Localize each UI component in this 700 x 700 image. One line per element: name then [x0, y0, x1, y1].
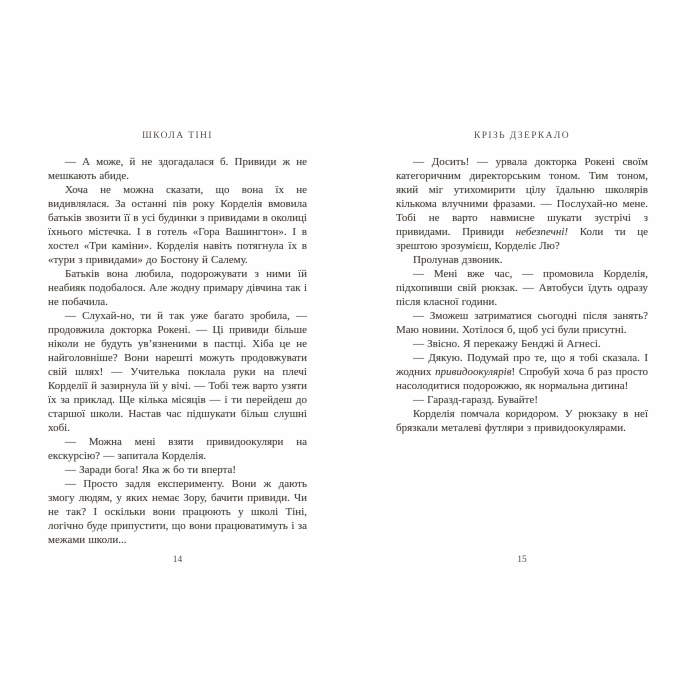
paragraph	[48, 183, 307, 267]
text-segment: — Заради бога! Яка ж бо ти вперта!	[65, 464, 237, 476]
paragraph	[396, 253, 648, 267]
left-page	[48, 131, 307, 547]
text-segment: Корделія помчала коридором. У рюкзаку в неї брязкали металеві футляри з привидоокулярами.	[396, 408, 648, 434]
text-segment: Коли ти це зрештою зрозумієш, Корделіє Лю?	[396, 226, 648, 252]
text-segment: Пролунав дзвоник.	[413, 254, 503, 266]
left-running-header: ШКОЛА ТІНІ	[142, 131, 213, 141]
text-segment: — Мені вже час, — промовила Корделія, підхопивши свій рюкзак. — Автобуси їдуть одразу після класної години.	[396, 268, 648, 308]
italic-text-segment: привидоокулярів	[435, 366, 512, 378]
paragraph	[396, 155, 648, 253]
paragraph	[396, 337, 648, 351]
paragraph	[396, 393, 648, 407]
text-segment: — А може, й не здогадалася б. Привиди ж не мешкають абиде.	[48, 156, 307, 182]
text-segment: — Дякую. Подумай про те, що я тобі сказала. І жодних	[396, 352, 648, 378]
text-segment: Батьків вона любила, подорожувати з ними їй неабияк подобалося. Але жодну примару дівчина так і не побачила.	[48, 268, 307, 308]
paragraph	[396, 309, 648, 337]
italic-text-segment: небезпечні!	[515, 226, 569, 238]
right-page-body	[396, 155, 648, 435]
text-segment: Хоча не можна сказати, що вона їх не видивлялася. За останні пів року Корделія вмовила батьків звозити її в усі будинки з привидами в околиці їхнього містечка. І в готель «Гора Вашингтон». І в хостел «Три каміни». Корделія навіть потягнула їх в «тури з привидами» до Бостону й Салему.	[48, 184, 307, 266]
paragraph	[48, 267, 307, 309]
text-segment: — Гаразд-гаразд. Бувайте!	[413, 394, 539, 406]
text-segment: — Слухай-но, ти й так уже багато зробила, — продовжила докторка Рокені. — Ці привиди більше ніколи не будуть ув’язненими в пастці. Хіба це не найголовніше? Вони нарешті можуть продовжувати свій шлях! — Учителька поклала руки на плечі Корделії й зазирнула їй у вічі. — Тобі теж варто узяти їх за приклад. Ще кілька місяців — і ти перейдеш до старшої школи. Настав час підшукати більш слушні хобі.	[48, 310, 307, 434]
right-running-header: КРІЗЬ ДЗЕРКАЛО	[473, 131, 571, 141]
paragraph	[48, 477, 307, 547]
paragraph	[396, 351, 648, 393]
text-segment: — Можна мені взяти привидоокуляри на екскурсію? — запитала Корделія.	[48, 436, 307, 462]
text-segment: — Звісно. Я перекажу Бенджі й Агнесі.	[413, 338, 601, 350]
left-page-body	[48, 155, 307, 547]
text-segment: — Зможеш затриматися сьогодні після занять? Маю новини. Хотілося б, щоб усі були присутні.	[396, 310, 648, 336]
paragraph	[48, 435, 307, 463]
right-page	[396, 131, 648, 435]
right-page-number: 15	[517, 555, 527, 565]
text-segment: ! Спробуй хоча б раз просто насолодитися подорожжю, як нормальна дитина!	[396, 366, 648, 392]
text-segment: — Досить! — урвала докторка Рокені своїм категоричним директорським тоном. Тим тоном, який міг утихомирити цілу їдальню школярів кількома влучними фразами. — Послухай-но мене. Тобі не варто навмисне шукати зустрічі з привидами. Привиди	[396, 156, 648, 238]
text-segment: — Просто задля експерименту. Вони ж дають змогу людям, у яких немає Зору, бачити привиди. Чи не так? І оскільки вони працюють у школі Тіні, логічно буде припустити, що вони працюватимуть і за межами школи...	[48, 478, 307, 546]
paragraph	[48, 309, 307, 435]
paragraph	[48, 463, 307, 477]
paragraph	[396, 267, 648, 309]
left-page-number: 14	[172, 555, 183, 565]
paragraph	[396, 407, 648, 435]
paragraph	[48, 155, 307, 183]
